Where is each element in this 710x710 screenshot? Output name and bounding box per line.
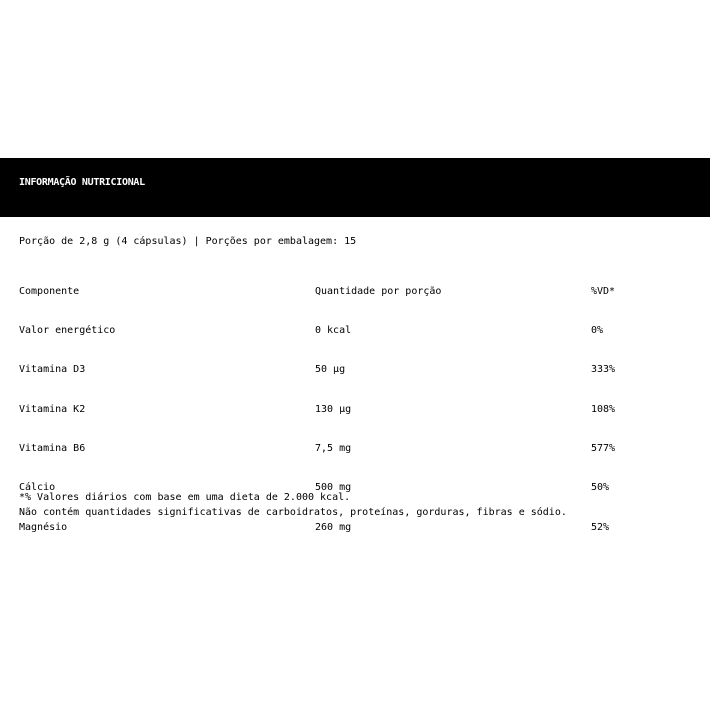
- footnote-not-significant: Não contém quantidades significativas de carboidratos, proteínas, gorduras, fibras e sódio.: [19, 507, 567, 518]
- row-component-vitamin-d3: Vitamina D3: [19, 364, 86, 375]
- serving-info: Porção de 2,8 g (4 cápsulas) | Porções por embalagem: 15: [19, 236, 357, 247]
- row-dv-magnesium: 52%: [591, 522, 610, 533]
- row-quantity-magnesium: 260 mg: [315, 522, 352, 533]
- row-component-vitamin-b6: Vitamina B6: [19, 443, 86, 454]
- row-quantity-vitamin-k2: 130 µg: [315, 404, 352, 415]
- row-quantity-energy: 0 kcal: [315, 325, 352, 336]
- row-quantity-vitamin-d3: 50 µg: [315, 364, 346, 375]
- page-title: INFORMAÇÃO NUTRICIONAL: [19, 177, 145, 188]
- footnote-daily-values: *% Valores diários com base em uma dieta de 2.000 kcal.: [19, 492, 351, 503]
- row-component-vitamin-k2: Vitamina K2: [19, 404, 86, 415]
- column-header-dv: %VD*: [591, 286, 616, 297]
- column-header-quantity: Quantidade por porção: [315, 286, 442, 297]
- row-component-magnesium: Magnésio: [19, 522, 68, 533]
- row-dv-energy: 0%: [591, 325, 604, 336]
- row-dv-calcium: 50%: [591, 482, 610, 493]
- row-dv-vitamin-b6: 577%: [591, 443, 616, 454]
- row-quantity-calcium: 500 mg: [315, 482, 352, 493]
- row-quantity-vitamin-b6: 7,5 mg: [315, 443, 352, 454]
- row-component-calcium: Cálcio: [19, 482, 56, 493]
- row-dv-vitamin-d3: 333%: [591, 364, 616, 375]
- row-component-energy: Valor energético: [19, 325, 116, 336]
- row-dv-vitamin-k2: 108%: [591, 404, 616, 415]
- column-header-component: Componente: [19, 286, 80, 297]
